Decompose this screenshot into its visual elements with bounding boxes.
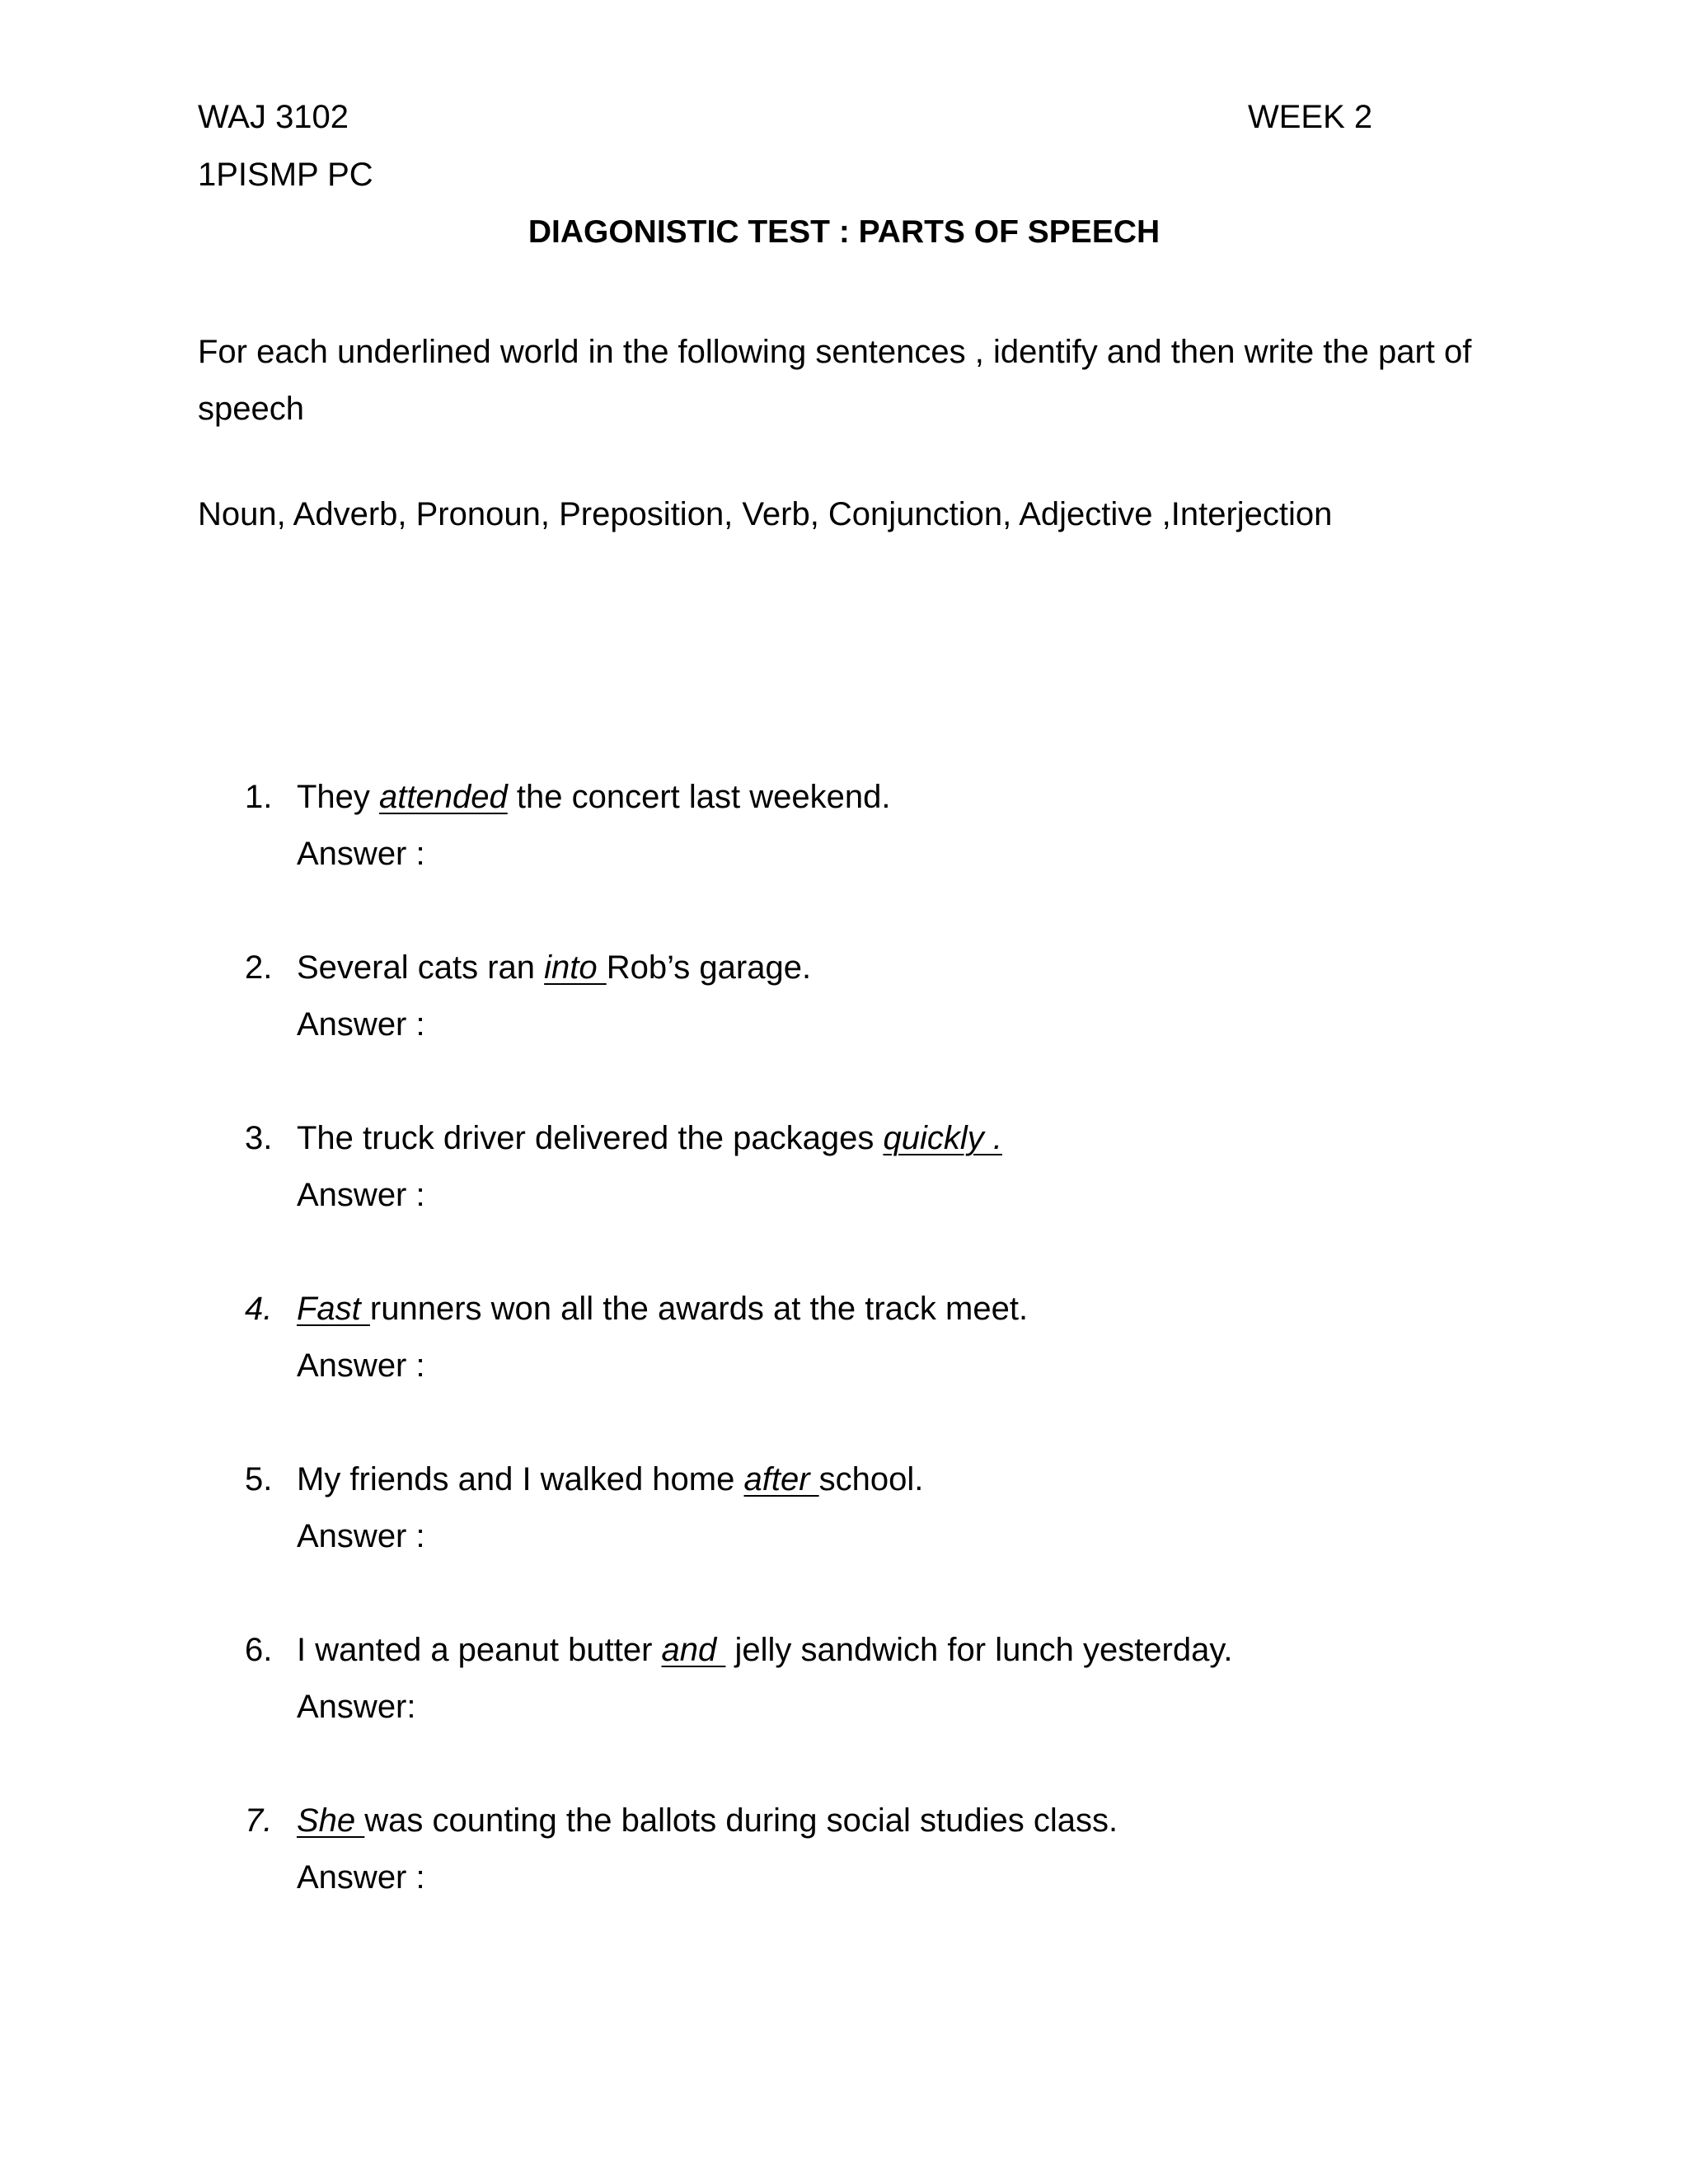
answer-label: Answer : <box>297 1347 425 1384</box>
underlined-word: She <box>297 1802 365 1839</box>
underlined-word: after <box>743 1461 819 1497</box>
question-number: 4. <box>245 1291 273 1327</box>
underlined-word: attended <box>379 779 508 815</box>
course-code: WAJ 3102 <box>198 99 349 135</box>
answer-label: Answer : <box>297 1177 425 1213</box>
underlined-word: into <box>544 949 607 986</box>
class-label: 1PISMP PC <box>198 157 373 193</box>
question-number: 6. <box>245 1632 273 1668</box>
underlined-word: and <box>661 1632 726 1668</box>
sentence-after: Rob’s garage. <box>606 949 812 986</box>
sentence-before: The truck driver delivered the packages <box>297 1120 884 1156</box>
answer-label: Answer: <box>297 1689 416 1725</box>
question-sentence <box>297 1289 1028 1329</box>
question-sentence <box>297 1630 1233 1670</box>
sentence-after: the concert last weekend. <box>507 779 891 815</box>
sentence-before: They <box>297 779 380 815</box>
sentence-after: runners won all the awards at the track meet. <box>369 1291 1029 1327</box>
question-number: 3. <box>245 1120 273 1156</box>
parts-of-speech-options: Noun, Adverb, Pronoun, Preposition, Verb, Conjunction, Adjective ,Interjection <box>198 496 1333 532</box>
question-number: 7. <box>245 1802 273 1839</box>
sentence-before: Several cats ran <box>297 949 545 986</box>
question-number: 5. <box>245 1461 273 1497</box>
sentence-after: jelly sandwich for lunch yesterday. <box>725 1632 1233 1668</box>
question-sentence <box>297 777 890 817</box>
question-number: 2. <box>245 949 273 986</box>
question-sentence <box>297 1118 1002 1158</box>
sentence-after: school. <box>818 1461 924 1497</box>
answer-label: Answer : <box>297 1859 425 1896</box>
underlined-word: Fast <box>297 1291 370 1327</box>
question-sentence <box>297 1801 1118 1840</box>
page-title: DIAGONISTIC TEST : PARTS OF SPEECH <box>528 214 1160 250</box>
instructions: For each underlined world in the following sentences , identify and then write the part of speech <box>198 334 1472 427</box>
underlined-word: quickly . <box>883 1120 1002 1156</box>
answer-label: Answer : <box>297 836 425 872</box>
sentence-after: was counting the ballots during social studies class. <box>364 1802 1118 1839</box>
sentence-before: My friends and I walked home <box>297 1461 744 1497</box>
answer-label: Answer : <box>297 1006 425 1043</box>
question-sentence <box>297 1460 923 1499</box>
answer-label: Answer : <box>297 1518 425 1554</box>
sentence-before: I wanted a peanut butter <box>297 1632 662 1668</box>
question-sentence <box>297 948 811 987</box>
question-number: 1. <box>245 779 273 815</box>
week-label: WEEK 2 <box>1248 99 1373 135</box>
